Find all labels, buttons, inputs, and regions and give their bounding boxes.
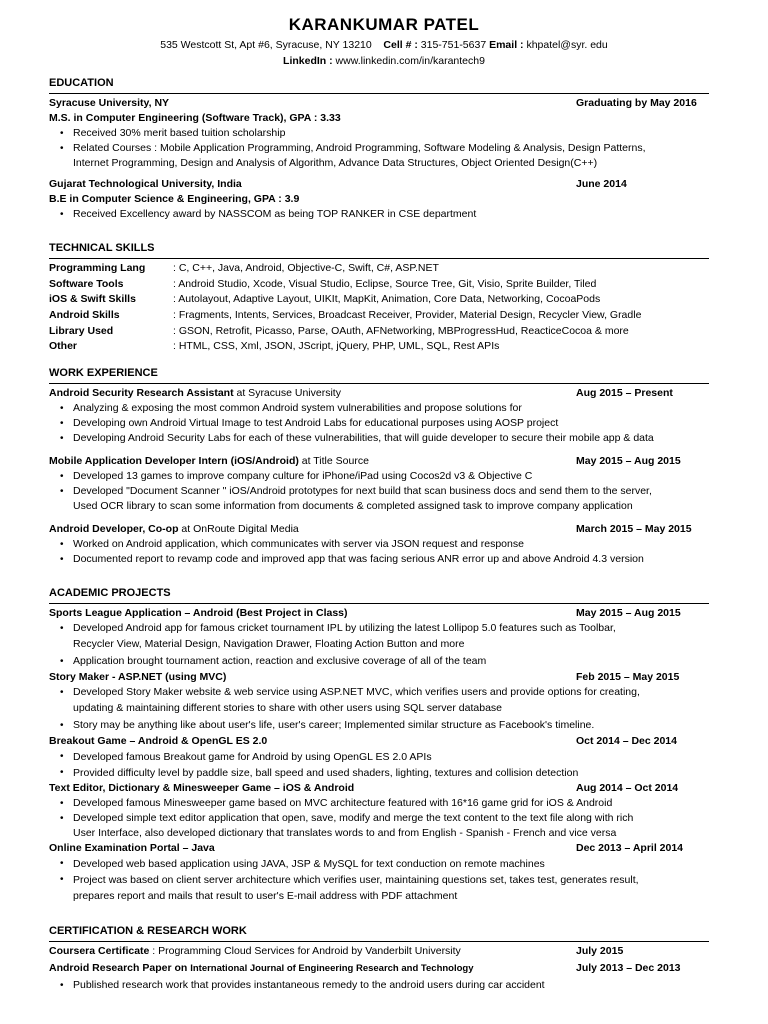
- list-item: • Developing Android Security Labs for each of these vulnerabilities, that will guide developer to secure their mobile app & data: [49, 431, 709, 446]
- list-item: • Developed web based application using JAVA, JSP & MySQL for text conduction on remote machines: [49, 856, 709, 872]
- skill-value: : Fragments, Intents, Services, Broadcast Receiver, Provider, Material Design, Recycler View, Gradle: [173, 309, 642, 322]
- list-item: • Documented report to revamp code and improved app that was facing serious ANR error up and above Android 4.3 version: [49, 552, 709, 567]
- skill-value: : Autolayout, Adaptive Layout, UIKIt, MapKit, Animation, Core Data, Networking, CocoaPods: [173, 293, 601, 306]
- job-employer: at OnRoute Digital Media: [178, 523, 299, 535]
- projects-section: [49, 586, 709, 904]
- project-bullets: [49, 749, 709, 781]
- job-bullets: [49, 537, 709, 567]
- skill-value: : Android Studio, Xcode, Visual Studio, Eclipse, Source Tree, Git, Visio, Sprite Builder, Tiled: [173, 277, 597, 290]
- cert-row: [49, 961, 709, 978]
- job-employer: at Syracuse University: [233, 387, 341, 399]
- contact-line: [0, 38, 768, 53]
- cert-bullets: [49, 978, 709, 993]
- job-header: [49, 386, 709, 401]
- project-date: Oct 2014 – Dec 2014: [576, 735, 677, 747]
- list-item: • Application brought tournament action, reaction and exclusive coverage of all of the team: [49, 653, 709, 670]
- cert-title: CERTIFICATION & RESEARCH WORK: [49, 924, 709, 942]
- projects-title: ACADEMIC PROJECTS: [49, 586, 709, 604]
- skills-row: [49, 339, 709, 355]
- list-item: • Worked on Android application, which communicates with server via JSON request and response: [49, 537, 709, 552]
- project-header: [49, 606, 709, 621]
- skill-value: : GSON, Retrofit, Picasso, Parse, OAuth, AFNetworking, MBProgressHud, ReacticeCocoa & more: [173, 324, 629, 337]
- skill-key: Software Tools: [49, 277, 124, 290]
- cert-date: July 2013 – Dec 2013: [576, 962, 681, 974]
- skills-row: [49, 261, 709, 277]
- job-role: Android Security Research Assistant: [49, 387, 234, 399]
- project-name: Breakout Game – Android & OpenGL ES 2.0: [49, 735, 268, 747]
- list-item: • Developed "Document Scanner " iOS/Android prototypes for next build that scan business docs and send them to the server,: [49, 484, 709, 499]
- job-header: [49, 454, 709, 469]
- job-date: March 2015 – May 2015: [576, 523, 692, 535]
- skill-key: Other: [49, 340, 78, 353]
- list-item: • Received 30% merit based tuition scholarship: [49, 126, 709, 141]
- list-item: • Developed simple text editor application that open, save, modify and merge the text content to the text file along with rich: [49, 811, 709, 826]
- edu-row: [49, 177, 709, 192]
- skill-key: Android Skills: [49, 309, 120, 322]
- job-title-line: [49, 522, 299, 537]
- project-bullets: [49, 856, 709, 904]
- job-employer: at Title Source: [298, 455, 369, 467]
- skills-row: [49, 292, 709, 308]
- list-item: • Received Excellency award by NASSCOM as being TOP RANKER in CSE department: [49, 207, 709, 222]
- project-name: Sports League Application – Android (Best Project in Class): [49, 607, 348, 619]
- list-item: • Developed 13 games to improve company culture for iPhone/iPad using Cocos2d v3 & Objective C: [49, 469, 709, 484]
- cert-section: [49, 924, 709, 993]
- project-header: [49, 841, 709, 856]
- edu-date: June 2014: [576, 178, 627, 190]
- address: 535 Westcott St, Apt #6, Syracuse, NY 13210: [160, 39, 372, 51]
- school-name: Syracuse University, NY: [49, 97, 170, 109]
- job-date: May 2015 – Aug 2015: [576, 455, 681, 467]
- edu-date: Graduating by May 2016: [576, 97, 697, 109]
- list-item: • Developed Story Maker website & web service using ASP.NET MVC, which verifies users and provide options for creating,: [49, 685, 709, 700]
- project-bullets: [49, 685, 709, 734]
- job-role: Mobile Application Developer Intern (iOS/Android): [49, 455, 299, 467]
- list-item: • Developing own Android Virtual Image to test Android Labs for educational purposes using AOSP project: [49, 416, 709, 431]
- degree-text: M.S. in Computer Engineering (Software Track), GPA : 3.33: [49, 112, 341, 124]
- list-item: • Related Courses : Mobile Application Programming, Android Programming, Software Modeling & Analysis, Design Patterns,: [49, 141, 709, 156]
- linkedin-link[interactable]: www.linkedin.com/in/karantech9: [335, 55, 485, 67]
- list-item: • Story may be anything like about user's life, user's career; Implemented similar structure as Facebook's timeline.: [49, 717, 709, 734]
- job-date: Aug 2015 – Present: [576, 387, 673, 399]
- project-date: May 2015 – Aug 2015: [576, 607, 681, 619]
- skills-row: [49, 308, 709, 324]
- job-role: Android Developer, Co-op: [49, 523, 179, 535]
- degree-text: B.E in Computer Science & Engineering, GPA : 3.9: [49, 193, 300, 205]
- list-item-continued: User Interface, also developed dictionary that translates words to and from English - Spanish - French and vice versa: [73, 827, 617, 839]
- list-item: • Developed famous Breakout game for Android by using OpenGL ES 2.0 APIs: [49, 749, 709, 765]
- email-label: Email :: [489, 39, 524, 51]
- project-header: [49, 781, 709, 796]
- cell-label: Cell # :: [383, 39, 418, 51]
- list-item-continued: Used OCR library to scan some information from documents & completed assigned task to improve company application: [73, 500, 633, 512]
- edu-bullets: [49, 207, 709, 222]
- cert-text: International Journal of Engineering Research and Technology: [190, 963, 474, 974]
- job-bullets: [49, 469, 709, 514]
- degree: [49, 192, 709, 207]
- project-date: Feb 2015 – May 2015: [576, 671, 680, 683]
- education-title: EDUCATION: [49, 76, 709, 94]
- linkedin-label: LinkedIn :: [283, 55, 333, 67]
- cert-text: : Programming Cloud Services for Android by Vanderbilt University: [149, 945, 461, 957]
- skill-key: iOS & Swift Skills: [49, 293, 136, 306]
- edu-row: [49, 96, 709, 111]
- skills-section: [49, 241, 709, 355]
- skills-row: [49, 324, 709, 340]
- degree: [49, 111, 709, 126]
- list-item-continued: prepares report and mails that result to user's E-mail address with PDF attachment: [73, 890, 458, 902]
- work-section: [49, 366, 709, 567]
- email-link[interactable]: khpatel@syr. edu: [526, 39, 608, 51]
- list-item: • Project was based on client server architecture which verifies user, maintaining questions set, takes test, generates result,: [49, 872, 709, 888]
- list-item-continued: Recycler View, Material Design, Navigation Drawer, Floating Action Button and more: [73, 638, 465, 650]
- list-item: • Published research work that provides instantaneous remedy to the android users during car accident: [49, 978, 709, 993]
- project-date: Aug 2014 – Oct 2014: [576, 782, 679, 794]
- project-header: [49, 670, 709, 685]
- list-item: • Developed Android app for famous cricket tournament IPL by utilizing the latest Lollipop 5.0 features such as Toolbar,: [49, 621, 709, 636]
- job-bullets: [49, 401, 709, 446]
- list-item-continued: updating & maintaining different stories to share with other users using SQL server database: [73, 702, 502, 714]
- project-header: [49, 734, 709, 749]
- candidate-name: KARANKUMAR PATEL: [288, 15, 480, 34]
- project-name: Text Editor, Dictionary & Minesweeper Game – iOS & Android: [49, 782, 355, 794]
- job-header: [49, 522, 709, 537]
- skill-value: : C, C++, Java, Android, Objective-C, Swift, C#, ASP.NET: [173, 262, 439, 274]
- cert-line: [49, 961, 474, 976]
- school-name: Gujarat Technological University, India: [49, 178, 242, 190]
- job-title-line: [49, 386, 341, 401]
- skills-row: [49, 277, 709, 293]
- project-name: Story Maker - ASP.NET (using MVC): [49, 671, 227, 683]
- skill-key: Library Used: [49, 324, 114, 337]
- cell-number: 315-751-5637: [420, 39, 487, 51]
- skills-title: TECHNICAL SKILLS: [49, 241, 709, 259]
- list-item: • Developed famous Minesweeper game based on MVC architecture featured with 16*16 game grid for iOS & Android: [49, 796, 709, 811]
- linkedin-line: [0, 54, 768, 69]
- cert-label: Coursera Certificate: [49, 945, 150, 957]
- cert-label: Android Research Paper on: [49, 962, 188, 974]
- list-item-continued: Internet Programming, Design and Analysis of Algorithm, Advance Data Structures, Object Oriented Design(C++): [73, 157, 598, 169]
- skill-value: : HTML, CSS, Xml, JSON, JScript, jQuery, PHP, UML, SQL, Rest APIs: [173, 340, 500, 353]
- cert-date: July 2015: [576, 945, 624, 957]
- list-item: • Provided difficulty level by paddle size, ball speed and used shaders, lighting, textures and collision detection: [49, 765, 709, 781]
- education-section: [49, 76, 709, 222]
- cert-row: [49, 944, 709, 961]
- project-bullets: [49, 796, 709, 841]
- cert-line: [49, 944, 461, 959]
- edu-bullets: [49, 126, 709, 171]
- skill-key: Programming Lang: [49, 262, 146, 274]
- project-name: Online Examination Portal – Java: [49, 842, 215, 854]
- job-title-line: [49, 454, 369, 469]
- work-title: WORK EXPERIENCE: [49, 366, 709, 384]
- list-item: • Analyzing & exposing the most common Android system vulnerabilities and propose solutions for: [49, 401, 709, 416]
- project-bullets: [49, 621, 709, 670]
- project-date: Dec 2013 – April 2014: [576, 842, 684, 854]
